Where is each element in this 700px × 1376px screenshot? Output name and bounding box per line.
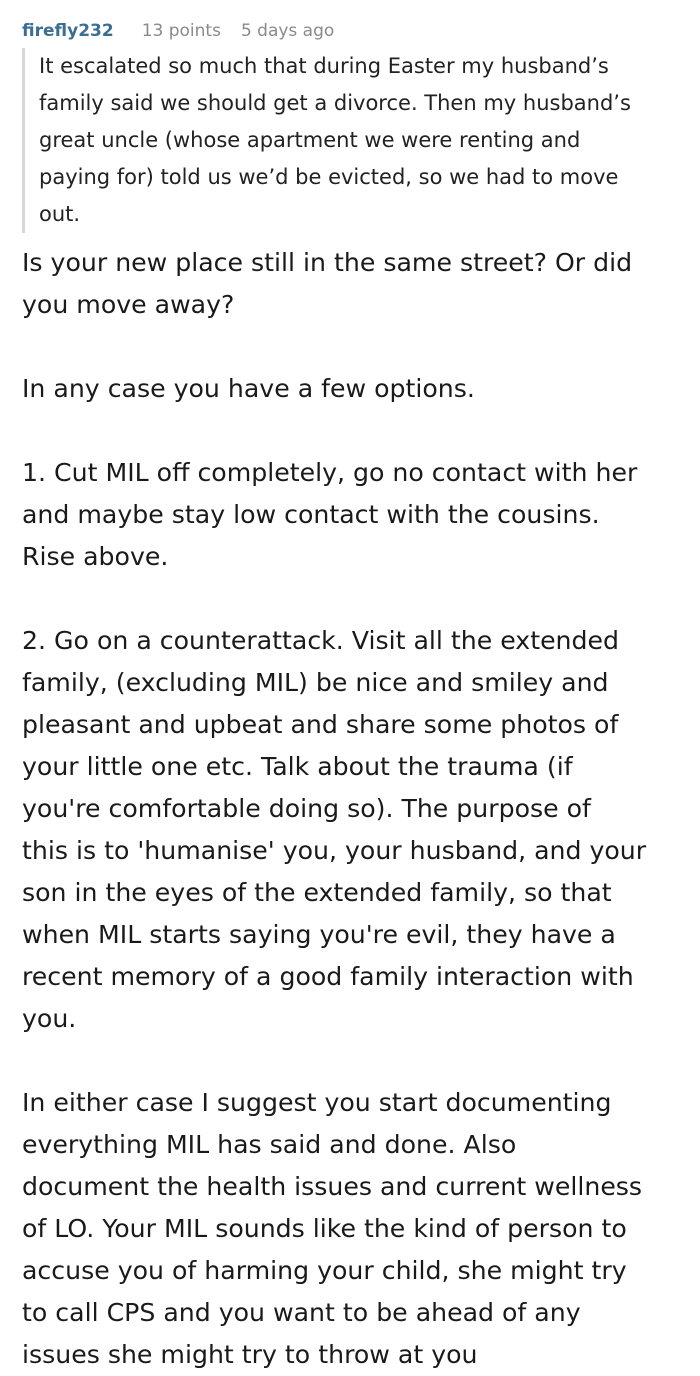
author-username[interactable]: firefly232 bbox=[22, 21, 114, 41]
comment-timestamp[interactable]: 5 days ago bbox=[240, 21, 335, 41]
comment-paragraph: In either case I suggest you start documenting everything MIL has said and done. Also document the health issues and current wellness of LO. Your MIL sounds like the kind of person to accuse you of harming your child, she might try to call CPS and you want to be ahead of any issues she might try to throw at you bbox=[22, 1088, 643, 1369]
quoted-text-block bbox=[22, 48, 662, 233]
quoted-text: It escalated so much that during Easter my husband’s family said we should get a divorce. Then my husband’s great uncle (whose apartment we were renting and paying for) told us we’d be evicted, so we had to move out. bbox=[39, 54, 631, 226]
comment-paragraph: 1. Cut MIL off completely, go no contact with her and maybe stay low contact with the cousins. Rise above. bbox=[22, 458, 638, 571]
comment-meta bbox=[22, 19, 334, 43]
comment-paragraph: 2. Go on a counterattack. Visit all the extended family, (excluding MIL) be nice and smiley and pleasant and upbeat and share some photos of your little one etc. Talk about the trauma (if you're comfortable doing so). The purpose of this is to 'humanise' you, your husband, and your son in the eyes of the extended family, so that when MIL starts saying you're evil, they have a recent memory of a good family interaction with you. bbox=[22, 626, 647, 1033]
comment-points: 13 points bbox=[141, 21, 221, 41]
comment-paragraph: In any case you have a few options. bbox=[22, 374, 475, 403]
comment-body bbox=[22, 242, 692, 1376]
comment-paragraph: Is your new place still in the same street? Or did you move away? bbox=[22, 248, 633, 319]
